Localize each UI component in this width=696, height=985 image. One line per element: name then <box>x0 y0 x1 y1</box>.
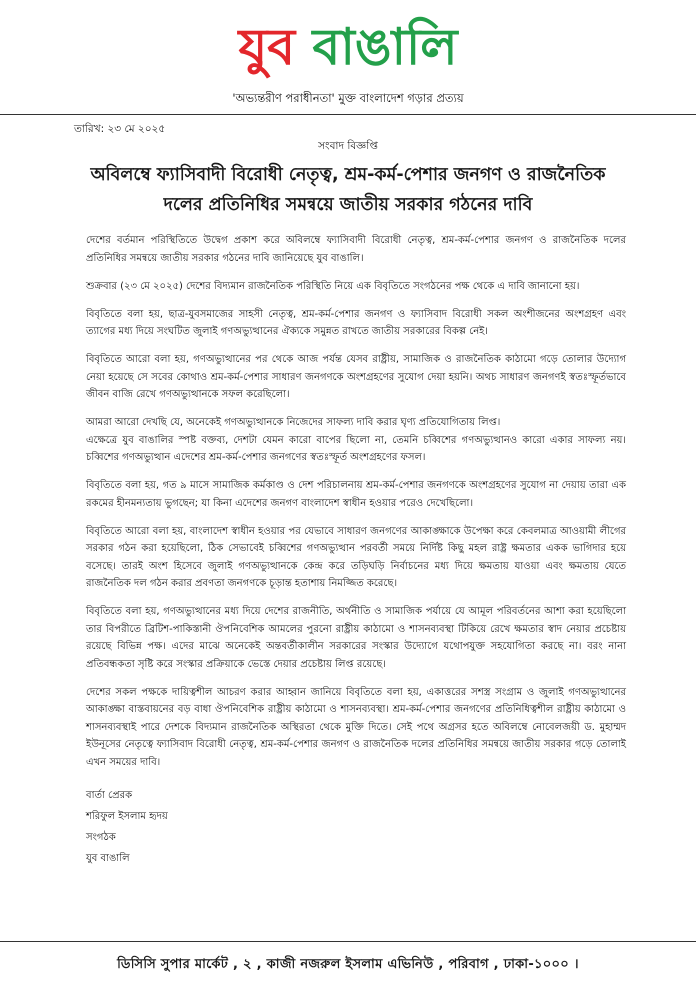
paragraph: বিবৃতিতে আরো বলা হয়, গণঅভ্যুত্থানের পর থেকে আজ পর্যন্ত যেসব রাষ্ট্রীয়, সামাজিক ও রাজনৈতিক কাঠামো গড়ে তোলার উদ্যোগ নেয়া হয়েছে সে সবের কোথাও শ্রম-কর্ম-পেশার সাধারণ জনগণকে অংশগ্রহণের সুযোগ দেয়া হয়নি। অথচ সাধারণ জনগণই স্বতঃস্ফূর্তভাবে জীবন বাজি রেখে গণঅভ্যুত্থানকে সফল করেছিলো। <box>86 354 626 400</box>
headline: অবিলম্বে ফ্যাসিবাদী বিরোধী নেতৃত্ব, শ্রম-কর্ম-পেশার জনগণ ও রাজনৈতিক দলের প্রতিনিধির সমন্বয়ে জাতীয় সরকার গঠনের দাবি <box>90 165 606 215</box>
footer-divider <box>0 941 696 942</box>
signature-line-role: সংগঠক <box>86 832 116 843</box>
paragraph: শুক্রবার (২৩ মে ২০২৫) দেশের বিদ্যমান রাজনৈতিক পরিস্থিতি নিয়ে এক বিবৃতিতে সংগঠনের পক্ষ থেকে এ দাবি জানানো হয়। <box>86 280 580 292</box>
paragraph: দেশের বর্তমান পরিস্থিতিতে উদ্বেগ প্রকাশ করে অবিলম্বে ফ্যাসিবাদী বিরোধী নেতৃত্ব, শ্রম-কর্ম-পেশার জনগণ ও রাজনৈতিক দলের প্রতিনিধির সমন্বয়ে জাতীয় সরকার গঠনের দাবি জানিয়েছে যুব বাঙালি। <box>86 235 626 264</box>
body-text <box>86 232 626 869</box>
letterhead <box>0 0 696 115</box>
paragraph: বিবৃতিতে বলা হয়, গত ৯ মাসে সামাজিক কর্মকাণ্ড ও দেশ পরিচালনায় শ্রম-কর্ম-পেশার জনগণকে অংশগ্রহণের সুযোগ না দেয়ায় তারা এক রকমের হীনমন্যতায় ভুগছেন; যা কিনা এদেশের জনগণ বাংলাদেশ স্বাধীন হওয়ার পরেও দেখেছিলো। <box>86 480 626 509</box>
document-date: তারিখ: ২৩ মে ২০২৫ <box>74 123 166 135</box>
signature-line-org: যুব বাঙালি <box>86 853 130 864</box>
signature-line-sender: বার্তা প্রেরক <box>86 790 133 801</box>
logo-word-green: বাঙালি <box>312 18 458 76</box>
paragraph: এক্ষেত্রে যুব বাঙালির স্পষ্ট বক্তব্য, দেশটা যেমন কারো বাপের ছিলো না, তেমনি চব্বিশের গণঅভ্যুত্থানও কারো একার সাফল্য নয়। চব্বিশের গণঅভ্যুত্থান এদেশের শ্রম-কর্ম-পেশার জনগণের স্বতঃস্ফূর্ত অংশগ্রহণের ফসল। <box>86 434 626 463</box>
press-release-label: সংবাদ বিজ্ঞপ্তি <box>318 140 378 152</box>
paragraph: বিবৃতিতে বলা হয়, গণঅভ্যুত্থানের মধ্য দিয়ে দেশের রাজনীতি, অর্থনীতি ও সামাজিক পর্যায়ে যে আমূল পরিবর্তনের আশা করা হয়েছিলো তার বিপরীতে ব্রিটিশ-পাকিস্তানী ঔপনিবেশিক আমলের পুরনো রাষ্ট্রীয় কাঠামো ও শাসনব্যবস্থা টিকিয়ে রেখে ক্ষমতার স্বাদ নেয়ার প্রচেষ্টায় রয়েছে বিভিন্ন পক্ষ। এদের মাঝে অনেকেই অন্তবর্তীকালীন সরকারের সংস্কার উদ্যোগে যথোপযুক্ত সহযোগিতা করছে না। বরং নানা প্রতিবন্ধকতা সৃষ্টি করে সংস্কার প্রক্রিয়াকে ভেস্তে দেয়ার প্রচেষ্টায় লিপ্ত রয়েছে। <box>86 606 626 670</box>
paragraph: আমরা আরো দেখছি যে, অনেকেই গণঅভ্যুত্থানকে নিজেদের সাফল্য দাবি করার ঘৃণ্য প্রতিযোগিতায় লিপ্ত। <box>86 417 501 428</box>
paragraph: বিবৃতিতে বলা হয়, ছাত্র-যুবসমাজের সাহসী নেতৃত্ব, শ্রম-কর্ম-পেশার জনগণ ও ফ্যাসিবাদ বিরোধী সকল অংশীজনের অংশগ্রহণ এবং ত্যাগের মধ্য দিয়ে সংঘটিত জুলাই গণঅভ্যুত্থানের ঐক্যকে সমুন্নত রাখতে জাতীয় সরকারের বিকল্প নেই। <box>86 308 626 337</box>
paragraph: দেশের সকল পক্ষকে দায়িত্বশীল আচরণ করার আহ্বান জানিয়ে বিবৃতিতে বলা হয়, একাত্তরের সশস্ত্র সংগ্রাম ও জুলাই গণঅভ্যুত্থানের আকাঙ্ক্ষা বাস্তবায়নের বড় বাধা ঔপনিবেশিক রাষ্ট্রীয় কাঠামো ও শাসনব্যবস্থা। শ্রম-কর্ম-পেশার জনগণের প্রতিনিধিত্বশীল রাষ্ট্রীয় কাঠামো ও শাসনব্যবস্থাই পারে দেশকে বিদ্যমান রাজনৈতিক অস্থিরতা থেকে মুক্তি দিতে। সেই পথে অগ্রসর হতে অবিলম্বে নোবেলজয়ী ড. মুহাম্মদ ইউনূসের নেতৃত্বে ফ্যাসিবাদ বিরোধী নেতৃত্ব, শ্রম-কর্ম-পেশার জনগণ ও রাজনৈতিক দলের প্রতিনিধির সমন্বয়ে জাতীয় সরকার গড়ে তোলাই এখন সময়ের দাবি। <box>86 686 626 768</box>
tagline: 'অভ্যন্তরীণ পরাধীনতা' মুক্ত বাংলাদেশ গড়ার প্রত্যয় <box>232 91 464 105</box>
paragraph: বিবৃতিতে আরো বলা হয়, বাংলাদেশ স্বাধীন হওয়ার পর যেভাবে সাধারণ জনগণের আকাঙ্ক্ষাকে উপেক্ষা করে কেবলমাত্র আওয়ামী লীগের সরকার গঠন করা হয়েছিলো, ঠিক সেভাবেই চব্বিশের গণঅভ্যুত্থান পরবর্তী সময়ে নির্দিষ্ট কিছু মহল রাষ্ট্র ক্ষমতার একক ভাগিদার হয়ে বসেছে। তারই অংশ হিসেবে জুলাই গণঅভ্যুত্থানকে কেন্দ্র করে তড়িঘড়ি নির্বাচনের মধ্য দিয়ে ক্ষমতায় যাওয়া এবং ক্ষমতায় যেতে রাজনৈতিক দল গঠন করার প্রবণতা জনগণকে চূড়ান্ত হতাশায় নিমজ্জিত করেছে। <box>86 525 626 589</box>
footer-address: ডিসিসি সুপার মার্কেট , ২ , কাজী নজরুল ইসলাম এভিনিউ , পরিবাগ , ঢাকা-১০০০ । <box>117 957 579 972</box>
signature-block <box>86 785 626 869</box>
logo-word-red: যুব <box>238 18 296 76</box>
header-divider <box>0 114 696 115</box>
organization-logo <box>0 16 696 78</box>
signature-line-name: শরিফুল ইসলাম হৃদয় <box>86 811 168 822</box>
